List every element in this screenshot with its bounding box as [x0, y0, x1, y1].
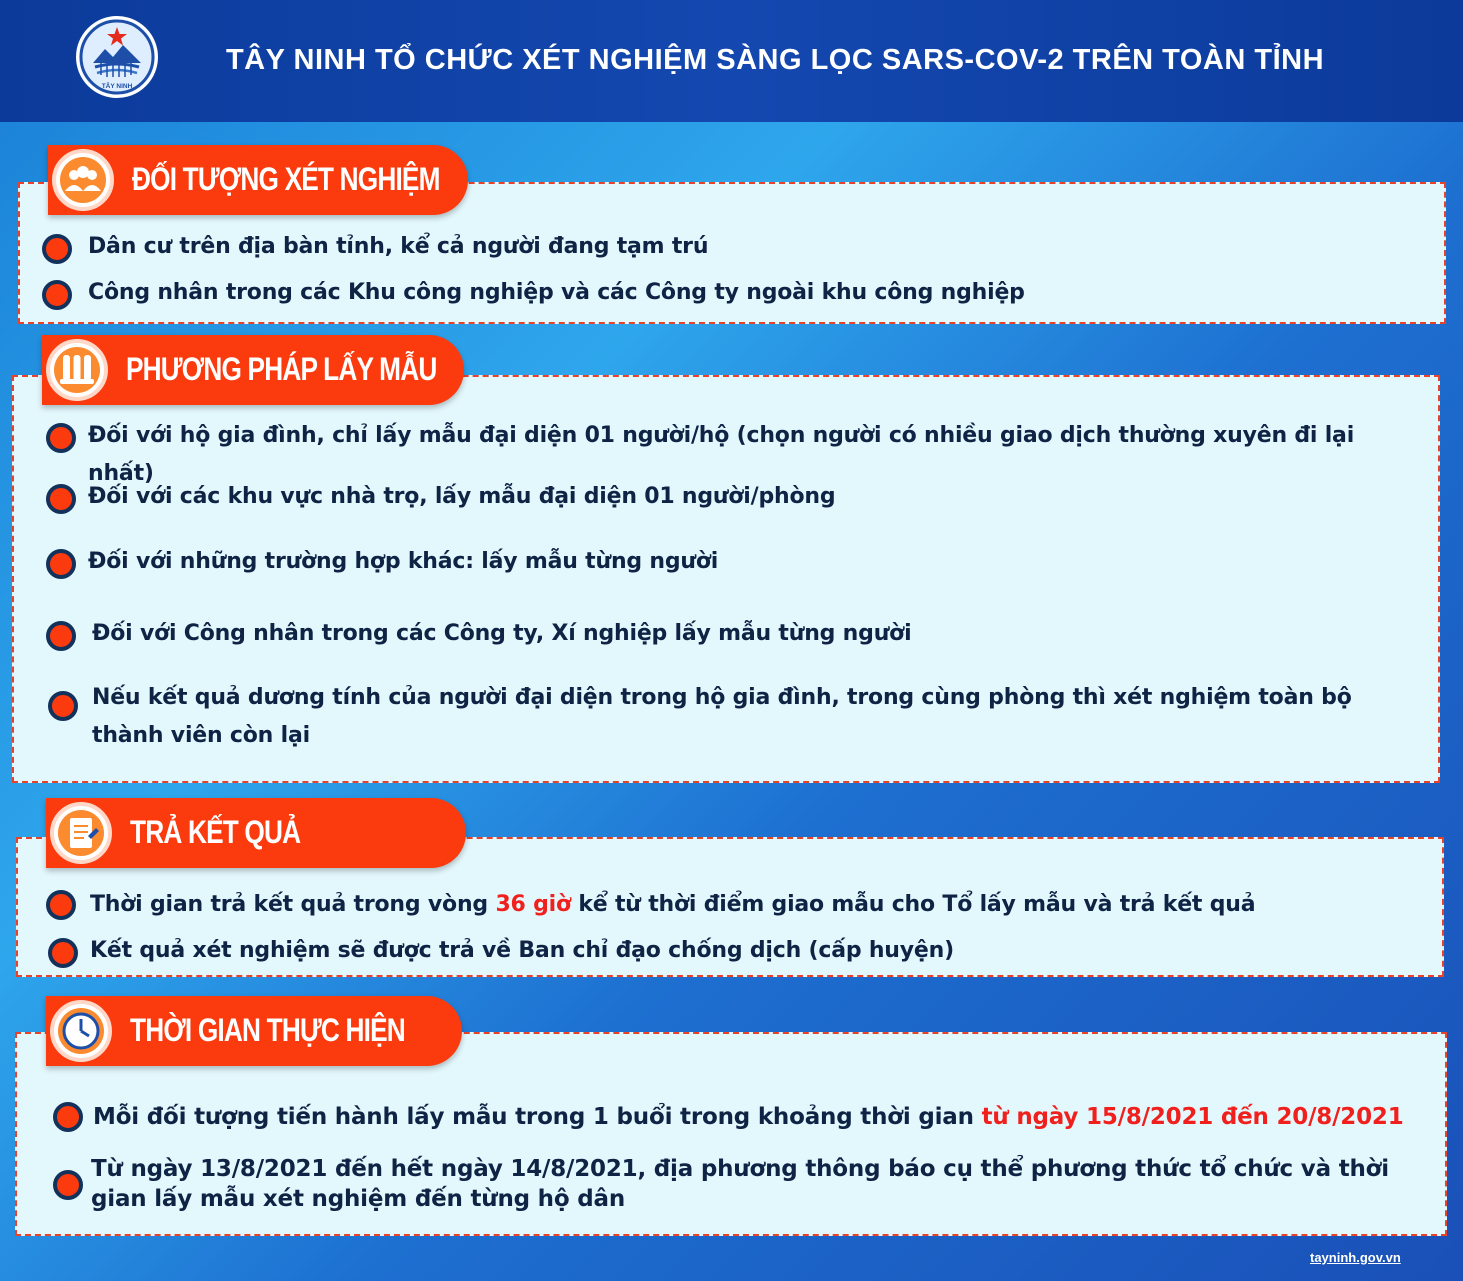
province-logo — [76, 16, 158, 98]
svg-text:TÂY NINH: TÂY NINH — [101, 83, 133, 90]
highlight-text: từ ngày 15/8/2021 đến 20/8/2021 — [981, 1104, 1404, 1130]
list-item: Từ ngày 13/8/2021 đến hết ngày 14/8/2021, địa phương thông báo cụ thể phương thức tổ chức và thời gian lấy mẫu xét nghiệm đến từng hộ dân — [91, 1156, 1389, 1212]
document-icon — [50, 802, 112, 864]
highlight-text: 36 giờ — [495, 892, 571, 917]
bullet-icon — [53, 1170, 83, 1200]
people-icon — [52, 149, 114, 211]
bullet-icon — [42, 234, 72, 264]
source-link[interactable]: tayninh.gov.vn — [1310, 1250, 1401, 1265]
section-methods-tab — [42, 335, 464, 405]
bullet-icon — [53, 1102, 83, 1132]
list-item — [93, 1098, 1404, 1136]
list-item: Nếu kết quả dương tính của người đại diện trong hộ gia đình, trong cùng phòng thì xét nghiệm toàn bộ thành viên còn lại — [92, 685, 1352, 748]
bullet-icon — [46, 484, 76, 514]
list-item: Kết quả xét nghiệm sẽ được trả về Ban chỉ đạo chống dịch (cấp huyện) — [90, 938, 954, 963]
section-title: TRẢ KẾT QUẢ — [130, 814, 301, 850]
clock-icon — [50, 1000, 112, 1062]
header-bar — [0, 0, 1463, 122]
bullet-icon — [46, 423, 76, 453]
test-tubes-icon — [46, 339, 108, 401]
bullet-icon — [46, 549, 76, 579]
item-text: Mỗi đối tượng tiến hành lấy mẫu trong 1 buổi trong khoảng thời gian — [93, 1104, 982, 1130]
bullet-icon — [48, 938, 78, 968]
bullet-icon — [48, 691, 78, 721]
bullet-icon — [42, 280, 72, 310]
list-item — [90, 886, 1255, 924]
section-title: ĐỐI TƯỢNG XÉT NGHIỆM — [132, 161, 440, 197]
list-item: Đối với những trường hợp khác: lấy mẫu từng người — [88, 549, 719, 574]
section-methods-panel — [12, 375, 1440, 783]
bullet-icon — [46, 621, 76, 651]
item-text: Thời gian trả kết quả trong vòng — [90, 892, 496, 917]
item-text: kể từ thời điểm giao mẫu cho Tổ lấy mẫu và trả kết quả — [570, 892, 1256, 917]
section-timeline-tab — [46, 996, 462, 1066]
list-item: Dân cư trên địa bàn tỉnh, kể cả người đang tạm trú — [88, 234, 709, 259]
list-item: Công nhân trong các Khu công nghiệp và các Công ty ngoài khu công nghiệp — [88, 280, 1025, 305]
bullet-icon — [46, 890, 76, 920]
list-item: Đối với hộ gia đình, chỉ lấy mẫu đại diện 01 người/hộ (chọn người có nhiều giao dịch thường xuyên đi lại nhất) — [88, 423, 1355, 486]
section-title: PHƯƠNG PHÁP LẤY MẪU — [126, 351, 437, 387]
list-item: Đối với các khu vực nhà trọ, lấy mẫu đại diện 01 người/phòng — [88, 484, 836, 509]
section-results-tab — [46, 798, 466, 868]
page-title: TÂY NINH TỔ CHỨC XÉT NGHIỆM SÀNG LỌC SARS-COV-2 TRÊN TOÀN TỈNH — [225, 44, 1325, 76]
section-title: THỜI GIAN THỰC HIỆN — [130, 1012, 405, 1048]
section-targets-tab — [48, 145, 468, 215]
list-item: Đối với Công nhân trong các Công ty, Xí nghiệp lấy mẫu từng người — [92, 621, 912, 646]
